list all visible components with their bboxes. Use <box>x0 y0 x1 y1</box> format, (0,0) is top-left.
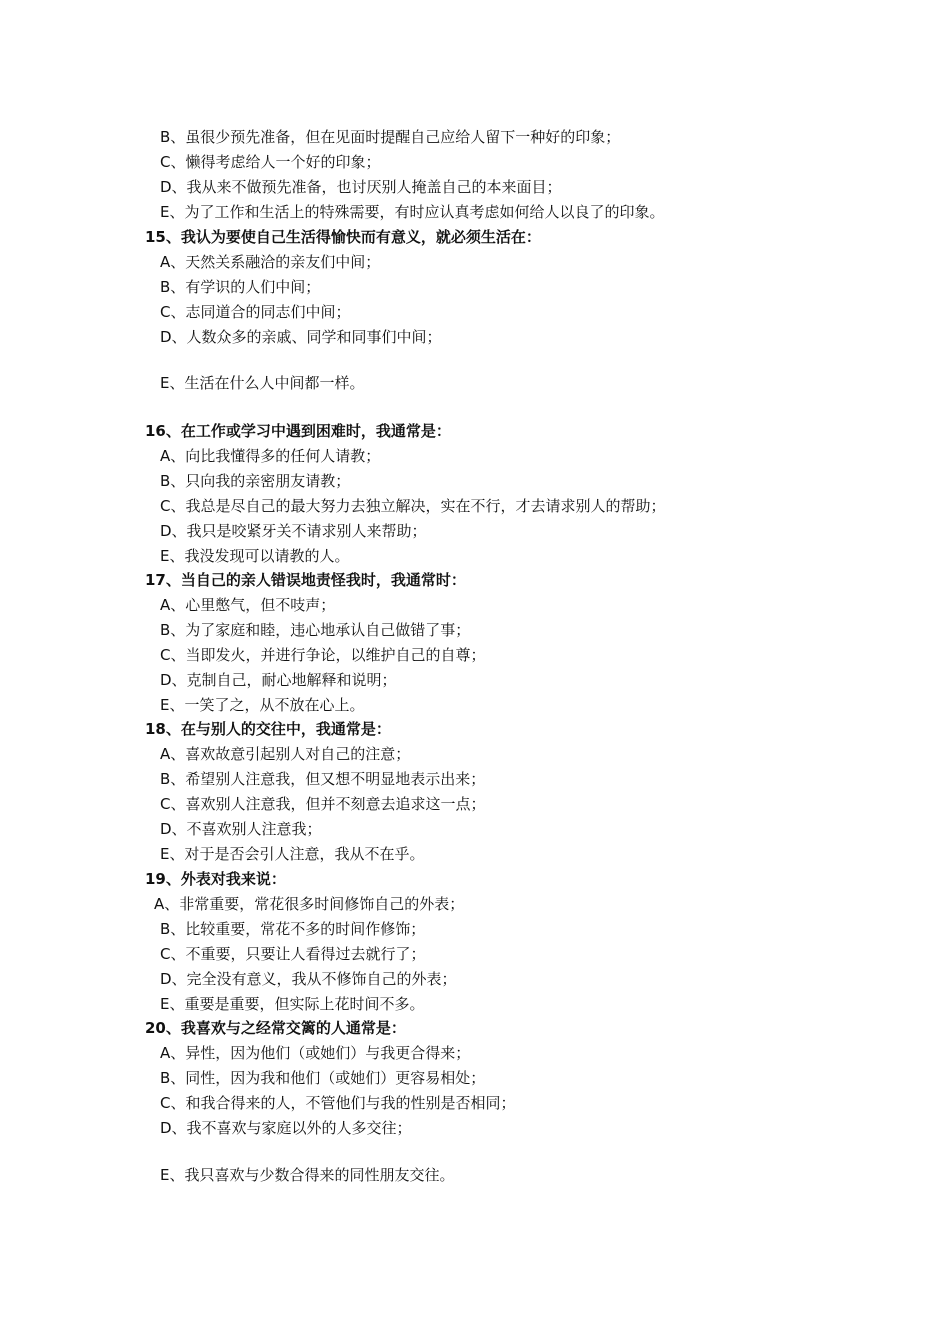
option-15-b: B、有学识的人们中间； <box>160 278 321 296</box>
option-16-b: B、只向我的亲密朋友请教； <box>160 472 351 490</box>
option-20-e: E、我只喜欢与少数合得来的同性朋友交往。 <box>160 1166 455 1184</box>
option-16-c: C、我总是尽自己的最大努力去独立解决，实在不行，才去请求别人的帮助； <box>160 497 666 515</box>
option-15-c: C、志同道合的同志们中间； <box>160 303 351 321</box>
question-19: 19、外表对我来说： <box>145 870 286 888</box>
option-14-e: E、为了工作和生活上的特殊需要，有时应认真考虑如何给人以良了的印象。 <box>160 203 665 221</box>
option-15-d: D、人数众多的亲戚、同学和同事们中间； <box>160 328 442 346</box>
option-20-a: A、异性，因为他们（或她们）与我更合得来； <box>160 1044 471 1062</box>
option-14-d: D、我从来不做预先准备，也讨厌别人掩盖自己的本来面目； <box>160 178 562 196</box>
question-20: 20、我喜欢与之经常交篱的人通常是： <box>145 1019 406 1037</box>
option-15-a: A、天然关系融洽的亲友们中间； <box>160 253 381 271</box>
option-18-c: C、喜欢别人注意我，但并不刻意去追求这一点； <box>160 795 486 813</box>
option-14-c: C、懒得考虑给人一个好的印象； <box>160 153 381 171</box>
question-17: 17、当自己的亲人错误地责怪我时，我通常时： <box>145 571 466 589</box>
option-18-a: A、喜欢故意引起别人对自己的注意； <box>160 745 411 763</box>
question-18: 18、在与别人的交往中，我通常是： <box>145 720 391 738</box>
option-17-e: E、一笑了之，从不放在心上。 <box>160 696 365 714</box>
option-17-b: B、为了家庭和睦，违心地承认自己做错了事； <box>160 621 471 639</box>
option-20-b: B、同性，因为我和他们（或她们）更容易相处； <box>160 1069 486 1087</box>
option-15-e: E、生活在什么人中间都一样。 <box>160 374 365 392</box>
option-14-b: B、虽很少预先准备，但在见面时提醒自己应给人留下一种好的印象； <box>160 128 621 146</box>
option-16-a: A、向比我懂得多的任何人请教； <box>160 447 381 465</box>
option-19-b: B、比较重要，常花不多的时间作修饰； <box>160 920 426 938</box>
option-19-d: D、完全没有意义，我从不修饰自己的外表； <box>160 970 457 988</box>
option-19-a: A、非常重要，常花很多时间修饰自己的外表； <box>154 895 465 913</box>
question-15: 15、我认为要使自己生活得愉快而有意义，就必须生活在： <box>145 228 541 246</box>
option-20-d: D、我不喜欢与家庭以外的人多交往； <box>160 1119 412 1137</box>
option-18-e: E、对于是否会引人注意，我从不在乎。 <box>160 845 425 863</box>
option-17-d: D、克制自己，耐心地解释和说明； <box>160 671 397 689</box>
option-18-d: D、不喜欢别人注意我； <box>160 820 322 838</box>
option-19-e: E、重要是重要，但实际上花时间不多。 <box>160 995 425 1013</box>
option-19-c: C、不重要，只要让人看得过去就行了； <box>160 945 426 963</box>
question-16: 16、在工作或学习中遇到困难时，我通常是： <box>145 422 451 440</box>
option-17-c: C、当即发火，并进行争论，以维护自己的自尊； <box>160 646 486 664</box>
option-16-d: D、我只是咬紧牙关不请求别人来帮助； <box>160 522 427 540</box>
option-17-a: A、心里憋气，但不吱声； <box>160 596 336 614</box>
option-18-b: B、希望别人注意我，但又想不明显地表示出来； <box>160 770 486 788</box>
option-20-c: C、和我合得来的人，不管他们与我的性别是否相同； <box>160 1094 516 1112</box>
option-16-e: E、我没发现可以请教的人。 <box>160 547 350 565</box>
